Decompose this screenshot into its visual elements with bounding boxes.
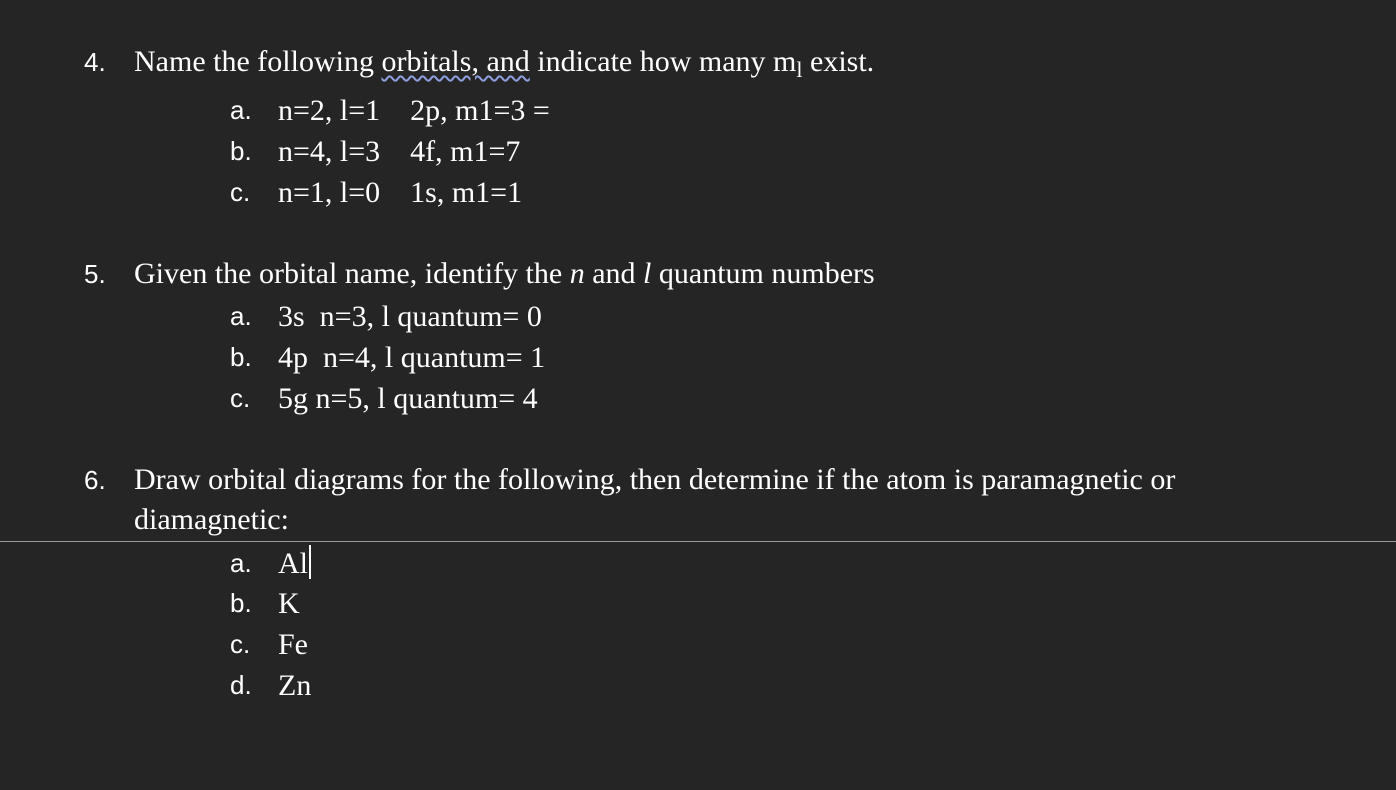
- spellcheck-underline[interactable]: orbitals, and: [381, 45, 530, 78]
- question-text[interactable]: Given the orbital name, identify the n and l quantum numbers: [134, 257, 875, 290]
- question-number: 4.: [84, 47, 106, 77]
- answer-text[interactable]: Fe: [278, 628, 308, 661]
- page-break-divider: [0, 541, 1396, 542]
- list-marker: a.: [230, 301, 252, 331]
- question-number: 6.: [84, 465, 106, 495]
- list-marker: b.: [230, 136, 252, 166]
- question-text[interactable]: Name the following orbitals, and indicate how many $m_l$ exist.: [134, 45, 875, 82]
- answer-text[interactable]: Al: [278, 543, 311, 584]
- answer-text[interactable]: 4p n=4, l quantum= 1: [278, 341, 546, 374]
- answer-text[interactable]: K: [278, 587, 300, 620]
- answer-text[interactable]: n=2, l=1 2p, m1=3 =: [278, 94, 550, 127]
- list-marker: c.: [230, 177, 251, 207]
- list-marker: a.: [230, 95, 252, 125]
- answer-text[interactable]: 5g n=5, l quantum= 4: [278, 382, 538, 415]
- list-marker: a.: [230, 548, 252, 578]
- answer-text[interactable]: n=1, l=0 1s, m1=1: [278, 176, 523, 209]
- list-marker: c.: [230, 629, 251, 659]
- answer-text[interactable]: Zn: [278, 669, 312, 702]
- question-text-line-1[interactable]: Draw orbital diagrams for the following, then determine if the atom is paramagnetic or: [134, 463, 1176, 496]
- answer-text[interactable]: 3s n=3, l quantum= 0: [278, 300, 542, 333]
- list-marker: b.: [230, 588, 252, 618]
- list-marker: c.: [230, 383, 251, 413]
- text-cursor: [309, 545, 311, 579]
- list-marker: b.: [230, 342, 252, 372]
- answer-text[interactable]: n=4, l=3 4f, m1=7: [278, 135, 521, 168]
- list-marker: d.: [230, 670, 252, 700]
- question-text-line-2[interactable]: diamagnetic:: [134, 503, 289, 536]
- question-number: 5.: [84, 259, 106, 289]
